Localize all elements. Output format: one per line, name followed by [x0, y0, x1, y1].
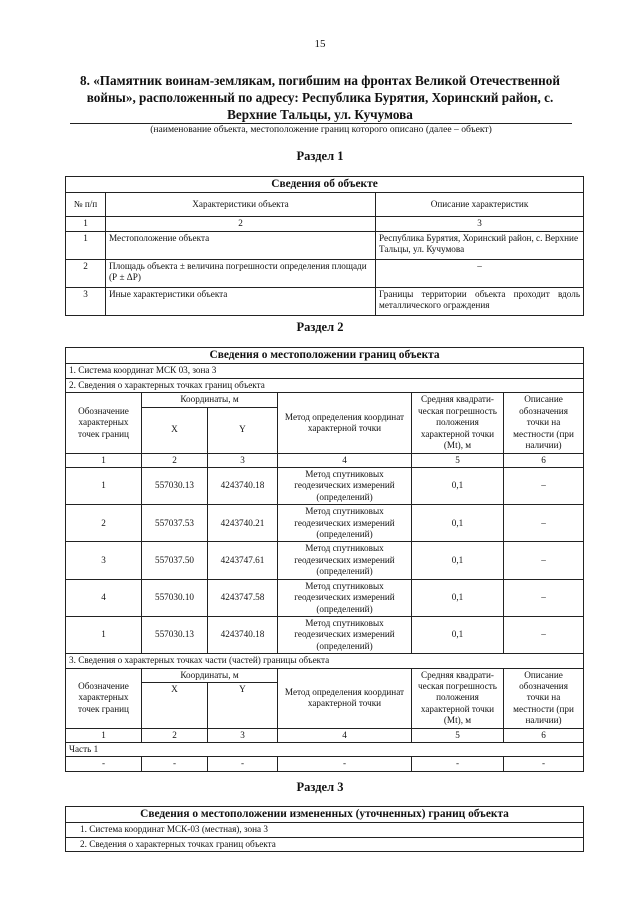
point-description: – [504, 505, 584, 542]
point-accuracy: 0,1 [412, 579, 504, 616]
section-1-heading: Раздел 1 [296, 149, 344, 163]
point-y: 4243740.18 [208, 468, 278, 505]
point-method: Метод спутниковых геодезических измерений (определений) [278, 542, 412, 579]
point-x: 557037.50 [142, 542, 208, 579]
part-label: Часть 1 [66, 742, 584, 756]
changed-boundaries-title: Сведения о местоположении измененных (уточненных) границ объекта [66, 807, 584, 823]
hdr-point-description: Описание обозначения точки на местности (при наличии) [504, 393, 584, 453]
point-y: 4243747.61 [208, 542, 278, 579]
point-id: 3 [66, 542, 142, 579]
hdr-y: Y [208, 683, 278, 728]
point-y: 4243740.21 [208, 505, 278, 542]
col-number: 1 [66, 728, 142, 742]
hdr-method: Метод определения координат характерной точки [278, 668, 412, 728]
object-info-table [65, 176, 584, 316]
hdr-x: X [142, 407, 208, 453]
col-number: 6 [504, 728, 584, 742]
col-number: 5 [412, 728, 504, 742]
table-row [66, 542, 584, 579]
boundary-table-title: Сведения о местоположении границ объекта [66, 348, 584, 364]
point-x: 557037.53 [142, 505, 208, 542]
hdr-y: Y [208, 407, 278, 453]
hdr-coordinates: Координаты, м [142, 393, 278, 407]
col-header-num: № п/п [66, 193, 106, 217]
col-number: 2 [106, 217, 376, 231]
col-number: 4 [278, 453, 412, 467]
hdr-coordinates: Координаты, м [142, 668, 278, 683]
row-characteristic: Местоположение объекта [106, 231, 376, 259]
object-info-table-title: Сведения об объекте [66, 177, 584, 193]
table-row: 2 Площадь объекта ± величина погрешности определения площади (Р ± ΔР) – [66, 259, 584, 287]
point-id: 2 [66, 505, 142, 542]
hdr-x: X [142, 683, 208, 728]
point-x: 557030.10 [142, 579, 208, 616]
hdr-point-description: Описание обозначения точки на местности (при наличии) [504, 668, 584, 728]
col-number: 6 [504, 453, 584, 467]
point-id: 4 [66, 579, 142, 616]
col-number: 1 [66, 453, 142, 467]
point-accuracy: 0,1 [412, 468, 504, 505]
row-description: Республика Бурятия, Хоринский район, с. Верхние Тальцы, ул. Кучумова [376, 231, 584, 259]
section-3-heading: Раздел 3 [296, 780, 344, 794]
table-row: - - - - - - [66, 757, 584, 771]
object-title: 8. «Памятник воинам-землякам, погибшим на фронтах Великой Отечественной войны», расположенный по адресу: Республика Бурятия, Хоринский район, с. Верхние Тальцы, ул. Кучумова [80, 73, 560, 122]
table-row: 3 Иные характеристики объекта Границы территории объекта проходит вдоль металлического ограждения [66, 287, 584, 315]
col-number: 4 [278, 728, 412, 742]
point-method: Метод спутниковых геодезических измерений (определений) [278, 468, 412, 505]
row-characteristic: Иные характеристики объекта [106, 287, 376, 315]
col-number: 1 [66, 217, 106, 231]
hdr-point-designation: Обозначение характерных точек границ [66, 393, 142, 453]
page-number: 15 [314, 38, 326, 50]
points-info-line: 2. Сведения о характерных точках границ объекта [66, 837, 584, 851]
hdr-point-designation: Обозначение характерных точек границ [66, 668, 142, 728]
table-row: 1 Местоположение объекта Республика Бурятия, Хоринский район, с. Верхние Тальцы, ул. Кучумова [66, 231, 584, 259]
table-row [66, 468, 584, 505]
row-description: Границы территории объекта проходит вдоль металлического ограждения [376, 287, 584, 315]
point-y: 4243740.18 [208, 616, 278, 653]
point-accuracy: 0,1 [412, 616, 504, 653]
point-description: – [504, 579, 584, 616]
row-characteristic: Площадь объекта ± величина погрешности определения площади (Р ± ΔР) [106, 259, 376, 287]
changed-boundaries-table [65, 806, 584, 852]
table-row [66, 505, 584, 542]
hdr-accuracy: Средняя квадрати-ческая погрешность положения характерной точки (Mt), м [412, 393, 504, 453]
point-description: – [504, 616, 584, 653]
point-description: – [504, 468, 584, 505]
point-accuracy: 0,1 [412, 542, 504, 579]
point-id: 1 [66, 616, 142, 653]
points-info-line: 2. Сведения о характерных точках границ объекта [66, 378, 584, 392]
coordinate-system-line: 1. Система координат МСК 03, зона 3 [66, 364, 584, 378]
point-method: Метод спутниковых геодезических измерений (определений) [278, 505, 412, 542]
point-y: 4243747.58 [208, 579, 278, 616]
coordinate-system-line: 1. Система координат МСК-03 (местная), зона 3 [66, 823, 584, 837]
point-x: 557030.13 [142, 616, 208, 653]
point-method: Метод спутниковых геодезических измерений (определений) [278, 579, 412, 616]
point-id: 1 [66, 468, 142, 505]
boundary-location-table [65, 347, 584, 772]
col-header-characteristics: Характеристики объекта [106, 193, 376, 217]
part-points-line: 3. Сведения о характерных точках части (частей) границы объекта [66, 654, 584, 668]
col-number: 2 [142, 728, 208, 742]
col-number: 5 [412, 453, 504, 467]
hdr-accuracy: Средняя квадрати-ческая погрешность положения характерной точки (Mt), м [412, 668, 504, 728]
title-caption: (наименование объекта, местоположение границ которого описано (далее – объект) [150, 124, 492, 135]
table-row [66, 616, 584, 653]
col-number: 3 [208, 728, 278, 742]
point-accuracy: 0,1 [412, 505, 504, 542]
point-description: – [504, 542, 584, 579]
point-x: 557030.13 [142, 468, 208, 505]
row-description: – [376, 259, 584, 287]
col-number: 3 [376, 217, 584, 231]
section-2-heading: Раздел 2 [296, 320, 344, 334]
table-row [66, 579, 584, 616]
col-number: 3 [208, 453, 278, 467]
point-method: Метод спутниковых геодезических измерений (определений) [278, 616, 412, 653]
col-header-description: Описание характеристик [376, 193, 584, 217]
hdr-method: Метод определения координат характерной точки [278, 393, 412, 453]
col-number: 2 [142, 453, 208, 467]
